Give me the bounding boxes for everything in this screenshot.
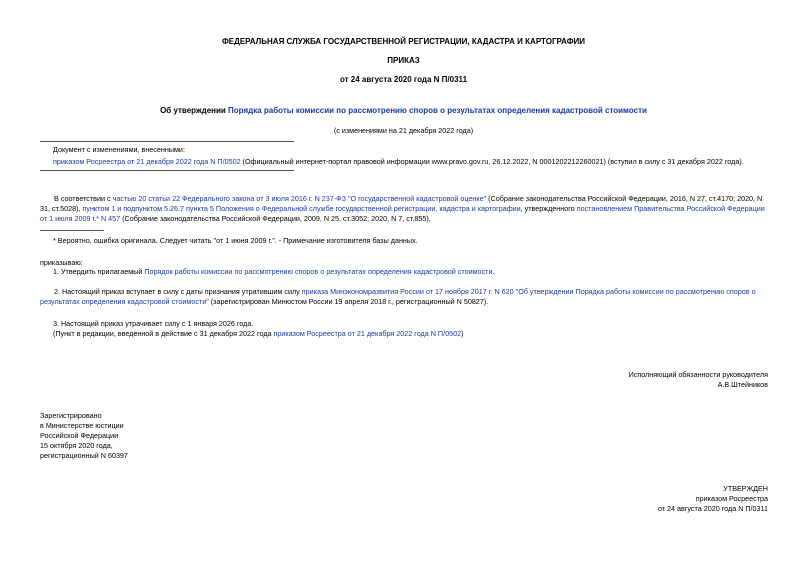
preamble-text-4: (Собрание законодательства Российской Федерации, 2009, N 25, ст.3052; 2020, N 7, ст.855), [120,214,431,223]
doc-type: ПРИКАЗ [387,56,420,65]
item-3-note [53,329,463,338]
footnote: * Вероятно, ошибка оригинала. Следует читать "от 1 июня 2009 г.". - Примечание изготовителя базы данных. [53,236,418,245]
preamble-text-1: В соответствии с [54,194,113,203]
changes-link[interactable]: приказом Росреестра от 21 декабря 2022 года N П/0502 [53,157,241,166]
changes-line [53,157,744,166]
item-3-note-end: ) [461,329,464,338]
registration-line-4: 15 октября 2020 года, [40,441,113,450]
changes-label: Документ с изменениями, внесенными: [53,145,185,154]
revision-note: (с изменениями на 21 декабря 2022 года) [333,126,474,135]
item-1-link[interactable]: Порядок работы комиссии по рассмотрению споров о результатах определения кадастровой стоимости [144,267,493,276]
registration-line-3: Российской Федерации [40,431,119,440]
approved-line-1: УТВЕРЖДЕН [723,484,768,493]
signature-role: Исполняющий обязанности руководителя [628,370,768,379]
preamble-link-law[interactable]: частью 20 статьи 22 Федерального закона от 3 июля 2016 г. N 237-ФЗ "О государственной кадастровой оценке" [112,194,487,203]
item-2-text: 2. Настоящий приказ вступает в силу с даты признания утратившим силу [54,287,302,296]
item-2 [40,287,770,307]
footnote-divider [40,230,104,231]
doc-date-number: от 24 августа 2020 года N П/0311 [339,75,468,84]
approved-line-2: приказом Росреестра [695,494,768,503]
changes-rest: (Официальный интернет-портал правовой информации www.pravo.gov.ru, 26.12.2022, N 0001202212260021) (вступил в силу с 31 декабря 2022 года). [240,157,744,166]
signature-name: А.В.Штейников [717,380,768,389]
doc-title [0,106,807,116]
registration-line-2: в Министерстве юстиции [40,421,124,430]
item-2-end: (зарегистрирован Минюстом России 19 апреля 2018 г., регистрационный N 50827). [208,297,489,306]
item-1-text: 1. Утвердить прилагаемый [53,267,145,276]
preamble-text-2: (Собрание законодательства Российской Федерации, 2016, N 27, ст.4170; 2020, N 31, ст.5028), [40,194,763,213]
approved-line-3: от 24 августа 2020 года N П/0311 [657,504,768,513]
doc-title-link[interactable]: Порядка работы комиссии по рассмотрению споров о результатах определения кадастровой стоимости [228,106,647,115]
registration-line-5: регистрационный N 60397 [40,451,128,460]
preamble-text-3: , утвержденного [520,204,577,213]
order-word: приказываю: [40,258,83,267]
item-3: 3. Настоящий приказ утрачивает силу с 1 января 2026 года. [53,319,254,328]
item-1 [53,267,494,276]
agency-name: ФЕДЕРАЛЬНАЯ СЛУЖБА ГОСУДАРСТВЕННОЙ РЕГИСТРАЦИИ, КАДАСТРА И КАРТОГРАФИИ [221,37,586,46]
preamble-link-decree[interactable]: постановлением Правительства Российской Федерации от 1 июля 2009 г.* N 457 [40,204,765,223]
divider-bottom [40,170,294,171]
item-2-link[interactable]: приказа Минэкономразвития России от 17 ноября 2017 г. N 620 "Об утверждении Порядка работы комиссии по рассмотрению споров о результатах определения кадастровой стоимости" [40,287,756,306]
item-1-end: . [492,267,495,276]
preamble-link-regulation[interactable]: пунктом 1 и подпунктом 5.26.7 пункта 5 Положения о Федеральной службе государственной регистрации, кадастра и картографии [82,204,521,213]
item-3-note-link[interactable]: приказом Росреестра от 21 декабря 2022 года N П/0502 [273,329,462,338]
doc-title-prefix: Об утверждении [160,106,229,115]
item-3-note-text: (Пункт в редакции, введенной в действие с 31 декабря 2022 года [53,329,274,338]
preamble-paragraph [40,194,770,224]
divider-top [40,141,294,142]
registration-line-1: Зарегистрировано [40,411,102,420]
